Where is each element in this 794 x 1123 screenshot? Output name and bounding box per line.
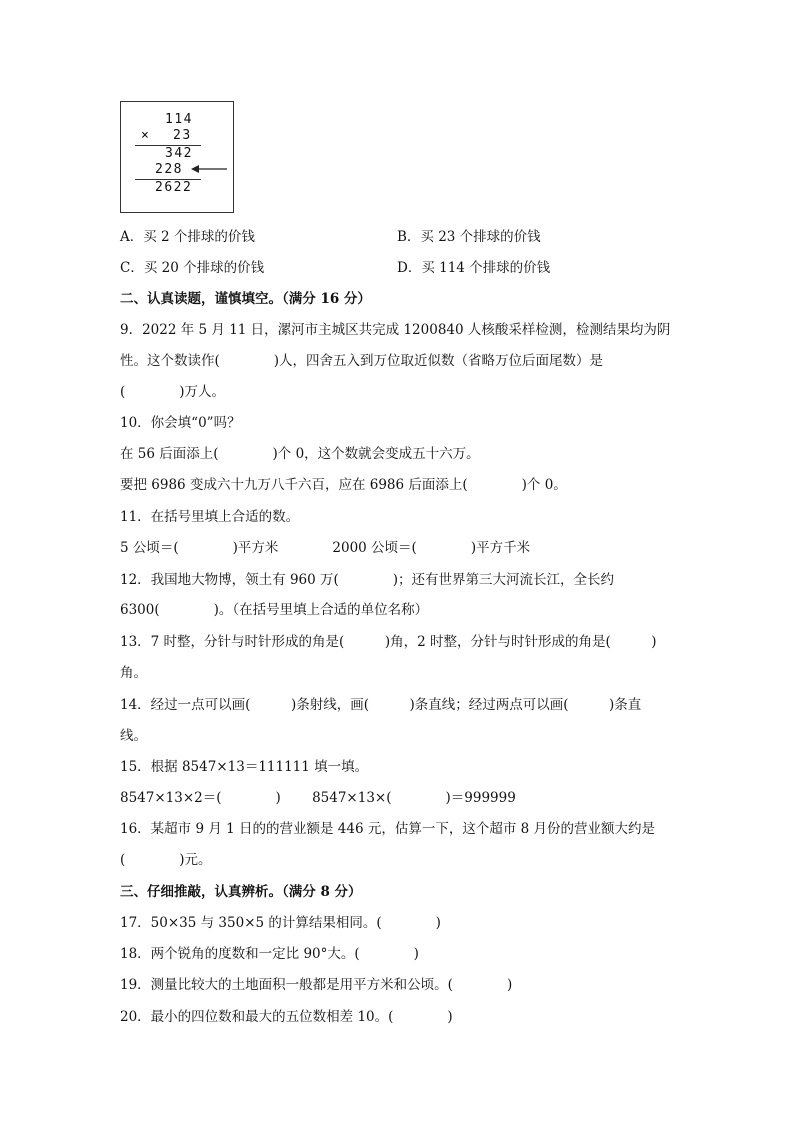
q9-line-1: 9．2022 年 5 月 11 日，漯河市主城区共完成 1200840 人核酸采样检测，检测结果均为阴: [120, 322, 671, 338]
option-d: D．买 114 个排球的价钱: [397, 260, 551, 276]
q11-line-1: 11．在括号里填上合适的数。: [120, 509, 300, 525]
q16-line-1: 16．某超市 9 月 1 日的的营业额是 446 元，估算一下，这个超市 8 月份的营业额大约是: [120, 821, 656, 837]
q17: 17．50×35 与 350×5 的计算结果相同。( ): [120, 915, 441, 931]
q12-line-2: 6300( )。（在括号里填上合适的单位名称）: [120, 602, 429, 618]
multiplicand: 114: [165, 112, 193, 127]
left-arrow-icon: [189, 162, 229, 176]
final-product: 2622: [155, 180, 193, 195]
multiplication-box: [120, 101, 234, 213]
multiplier: 23: [173, 128, 192, 143]
partial-product-1: 342: [165, 146, 193, 161]
q10-line-2: 在 56 后面添上( )个 0，这个数就会变成五十六万。: [120, 446, 480, 462]
section-3-title: 三、仔细推敲，认真辨析。（满分 8 分）: [120, 884, 362, 900]
q14-line-2: 线。: [120, 728, 147, 744]
option-b: B．买 23 个排球的价钱: [397, 229, 541, 245]
q9-line-2: 性。这个数读作( )人，四舍五入到万位取近似数（省略万位后面尾数）是: [120, 353, 604, 369]
q15-line-2: 8547×13×2＝( ) 8547×13×( )＝999999: [120, 790, 516, 806]
q14-line-1: 14．经过一点可以画( )条射线，画( )条直线；经过两点可以画( )条直: [120, 697, 642, 713]
q9-line-3: ( )万人。: [120, 384, 226, 400]
multiplier-sign: ×: [141, 128, 151, 143]
q15-line-1: 15．根据 8547×13＝111111 填一填。: [120, 759, 369, 775]
q10-line-1: 10．你会填“0”吗？: [120, 415, 241, 431]
q12-line-1: 12．我国地大物博，领土有 960 万( )；还有世界第三大河流长江，全长约: [120, 572, 615, 588]
option-a: A．买 2 个排球的价钱: [120, 229, 255, 245]
q20: 20．最小的四位数和最大的五位数相差 10。( ): [120, 1009, 453, 1025]
q18: 18．两个锐角的度数和一定比 90°大。( ): [120, 946, 419, 962]
section-2-title: 二、认真读题，谨慎填空。（满分 16 分）: [120, 291, 371, 307]
partial-product-2: 228: [155, 162, 183, 177]
option-c: C．买 20 个排球的价钱: [120, 260, 265, 276]
q10-line-3: 要把 6986 变成六十九万八千六百，应在 6986 后面添上( )个 0。: [120, 477, 567, 493]
q16-line-2: ( )元。: [120, 852, 212, 868]
q13-line-2: 角。: [120, 665, 147, 681]
q13-line-1: 13．7 时整，分针与时针形成的角是( )角，2 时整，分针与时针形成的角是( ): [120, 634, 657, 650]
q19: 19．测量比较大的土地面积一般都是用平方米和公顷。( ): [120, 977, 513, 993]
q11-line-2: 5 公顷＝( )平方米 2000 公顷＝( )平方千米: [120, 540, 531, 556]
